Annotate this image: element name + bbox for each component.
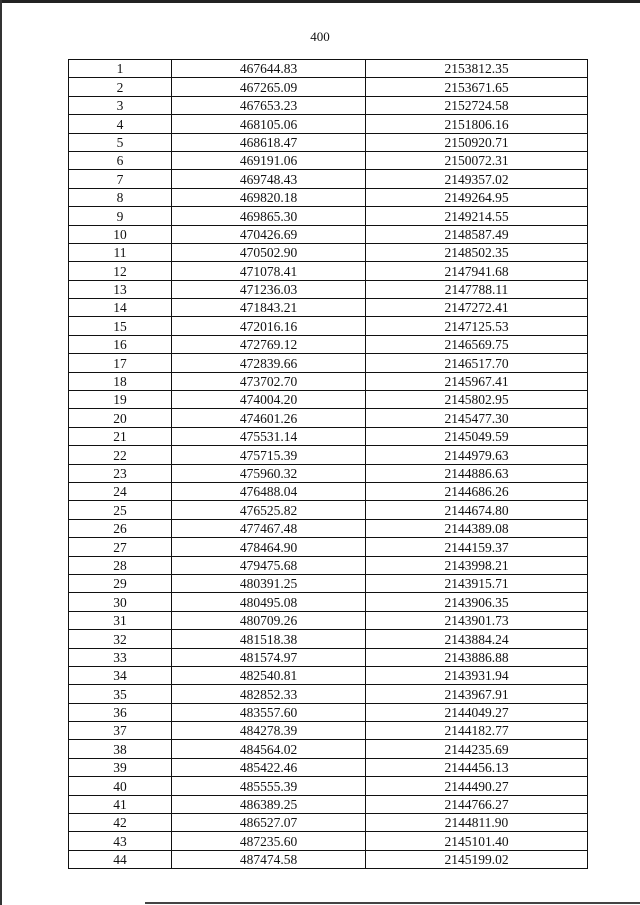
y-coordinate-cell: 2146517.70	[366, 354, 588, 372]
y-coordinate-cell: 2148502.35	[366, 243, 588, 261]
point-number-cell: 12	[69, 262, 172, 280]
table-row	[69, 538, 588, 556]
y-coordinate-cell: 2147941.68	[366, 262, 588, 280]
y-coordinate-cell: 2143906.35	[366, 593, 588, 611]
y-coordinate-cell: 2143967.91	[366, 685, 588, 703]
coordinates-table	[68, 59, 588, 869]
y-coordinate-cell: 2146569.75	[366, 335, 588, 353]
x-coordinate-cell: 471236.03	[172, 280, 366, 298]
point-number-cell: 4	[69, 115, 172, 133]
x-coordinate-cell: 485555.39	[172, 777, 366, 795]
y-coordinate-cell: 2143884.24	[366, 630, 588, 648]
x-coordinate-cell: 476525.82	[172, 501, 366, 519]
x-coordinate-cell: 484278.39	[172, 722, 366, 740]
table-row	[69, 96, 588, 114]
point-number-cell: 35	[69, 685, 172, 703]
y-coordinate-cell: 2145967.41	[366, 372, 588, 390]
point-number-cell: 33	[69, 648, 172, 666]
table-row	[69, 133, 588, 151]
table-row	[69, 151, 588, 169]
point-number-cell: 22	[69, 446, 172, 464]
point-number-cell: 40	[69, 777, 172, 795]
table-row	[69, 703, 588, 721]
point-number-cell: 34	[69, 666, 172, 684]
table-row	[69, 354, 588, 372]
point-number-cell: 13	[69, 280, 172, 298]
point-number-cell: 17	[69, 354, 172, 372]
x-coordinate-cell: 469820.18	[172, 188, 366, 206]
x-coordinate-cell: 486389.25	[172, 795, 366, 813]
point-number-cell: 5	[69, 133, 172, 151]
point-number-cell: 42	[69, 814, 172, 832]
x-coordinate-cell: 480391.25	[172, 574, 366, 592]
y-coordinate-cell: 2153671.65	[366, 78, 588, 96]
point-number-cell: 23	[69, 464, 172, 482]
table-row	[69, 225, 588, 243]
table-row	[69, 170, 588, 188]
x-coordinate-cell: 473702.70	[172, 372, 366, 390]
table-row	[69, 501, 588, 519]
x-coordinate-cell: 467653.23	[172, 96, 366, 114]
x-coordinate-cell: 485422.46	[172, 758, 366, 776]
x-coordinate-cell: 471078.41	[172, 262, 366, 280]
x-coordinate-cell: 487235.60	[172, 832, 366, 850]
point-number-cell: 24	[69, 482, 172, 500]
point-number-cell: 8	[69, 188, 172, 206]
x-coordinate-cell: 486527.07	[172, 814, 366, 832]
x-coordinate-cell: 482540.81	[172, 666, 366, 684]
x-coordinate-cell: 470426.69	[172, 225, 366, 243]
point-number-cell: 2	[69, 78, 172, 96]
point-number-cell: 14	[69, 299, 172, 317]
x-coordinate-cell: 472839.66	[172, 354, 366, 372]
table-row	[69, 335, 588, 353]
table-row	[69, 372, 588, 390]
y-coordinate-cell: 2143998.21	[366, 556, 588, 574]
point-number-cell: 16	[69, 335, 172, 353]
point-number-cell: 3	[69, 96, 172, 114]
point-number-cell: 11	[69, 243, 172, 261]
x-coordinate-cell: 477467.48	[172, 519, 366, 537]
y-coordinate-cell: 2144182.77	[366, 722, 588, 740]
table-row	[69, 574, 588, 592]
table-row	[69, 777, 588, 795]
table-row	[69, 299, 588, 317]
y-coordinate-cell: 2147125.53	[366, 317, 588, 335]
x-coordinate-cell: 467644.83	[172, 60, 366, 78]
table-row	[69, 60, 588, 78]
x-coordinate-cell: 468105.06	[172, 115, 366, 133]
y-coordinate-cell: 2143901.73	[366, 611, 588, 629]
y-coordinate-cell: 2144235.69	[366, 740, 588, 758]
point-number-cell: 29	[69, 574, 172, 592]
table-row	[69, 115, 588, 133]
point-number-cell: 27	[69, 538, 172, 556]
point-number-cell: 28	[69, 556, 172, 574]
y-coordinate-cell: 2144389.08	[366, 519, 588, 537]
y-coordinate-cell: 2153812.35	[366, 60, 588, 78]
page-number: 400	[310, 29, 330, 44]
point-number-cell: 30	[69, 593, 172, 611]
table-row	[69, 391, 588, 409]
y-coordinate-cell: 2151806.16	[366, 115, 588, 133]
y-coordinate-cell: 2144686.26	[366, 482, 588, 500]
table-row	[69, 630, 588, 648]
y-coordinate-cell: 2144674.80	[366, 501, 588, 519]
x-coordinate-cell: 480709.26	[172, 611, 366, 629]
y-coordinate-cell: 2144979.63	[366, 446, 588, 464]
x-coordinate-cell: 472769.12	[172, 335, 366, 353]
point-number-cell: 10	[69, 225, 172, 243]
table-row	[69, 685, 588, 703]
y-coordinate-cell: 2147272.41	[366, 299, 588, 317]
table-row	[69, 188, 588, 206]
table-row	[69, 611, 588, 629]
point-number-cell: 20	[69, 409, 172, 427]
y-coordinate-cell: 2149264.95	[366, 188, 588, 206]
point-number-cell: 1	[69, 60, 172, 78]
y-coordinate-cell: 2144159.37	[366, 538, 588, 556]
table-row	[69, 648, 588, 666]
y-coordinate-cell: 2144456.13	[366, 758, 588, 776]
x-coordinate-cell: 469748.43	[172, 170, 366, 188]
table-row	[69, 243, 588, 261]
point-number-cell: 43	[69, 832, 172, 850]
x-coordinate-cell: 475531.14	[172, 427, 366, 445]
table-row	[69, 464, 588, 482]
table-row	[69, 832, 588, 850]
table-row	[69, 427, 588, 445]
point-number-cell: 44	[69, 850, 172, 868]
table-row	[69, 519, 588, 537]
table-row	[69, 482, 588, 500]
point-number-cell: 39	[69, 758, 172, 776]
y-coordinate-cell: 2144811.90	[366, 814, 588, 832]
table-row	[69, 814, 588, 832]
x-coordinate-cell: 482852.33	[172, 685, 366, 703]
y-coordinate-cell: 2144886.63	[366, 464, 588, 482]
x-coordinate-cell: 471843.21	[172, 299, 366, 317]
x-coordinate-cell: 474004.20	[172, 391, 366, 409]
point-number-cell: 37	[69, 722, 172, 740]
x-coordinate-cell: 472016.16	[172, 317, 366, 335]
x-coordinate-cell: 475715.39	[172, 446, 366, 464]
x-coordinate-cell: 481518.38	[172, 630, 366, 648]
x-coordinate-cell: 481574.97	[172, 648, 366, 666]
table-row	[69, 556, 588, 574]
y-coordinate-cell: 2152724.58	[366, 96, 588, 114]
point-number-cell: 18	[69, 372, 172, 390]
point-number-cell: 26	[69, 519, 172, 537]
y-coordinate-cell: 2143915.71	[366, 574, 588, 592]
point-number-cell: 38	[69, 740, 172, 758]
table-row	[69, 409, 588, 427]
y-coordinate-cell: 2145101.40	[366, 832, 588, 850]
table-row	[69, 722, 588, 740]
point-number-cell: 9	[69, 207, 172, 225]
y-coordinate-cell: 2144049.27	[366, 703, 588, 721]
table-row	[69, 78, 588, 96]
table-row	[69, 850, 588, 868]
table-row	[69, 317, 588, 335]
x-coordinate-cell: 483557.60	[172, 703, 366, 721]
point-number-cell: 36	[69, 703, 172, 721]
table-row	[69, 758, 588, 776]
scan-edge-left	[0, 0, 2, 905]
point-number-cell: 41	[69, 795, 172, 813]
y-coordinate-cell: 2145477.30	[366, 409, 588, 427]
x-coordinate-cell: 475960.32	[172, 464, 366, 482]
table-row	[69, 207, 588, 225]
y-coordinate-cell: 2145802.95	[366, 391, 588, 409]
y-coordinate-cell: 2145049.59	[366, 427, 588, 445]
table-row	[69, 446, 588, 464]
y-coordinate-cell: 2150072.31	[366, 151, 588, 169]
y-coordinate-cell: 2149214.55	[366, 207, 588, 225]
x-coordinate-cell: 480495.08	[172, 593, 366, 611]
point-number-cell: 19	[69, 391, 172, 409]
scan-edge-top	[0, 0, 640, 3]
table-row	[69, 262, 588, 280]
x-coordinate-cell: 468618.47	[172, 133, 366, 151]
y-coordinate-cell: 2145199.02	[366, 850, 588, 868]
point-number-cell: 7	[69, 170, 172, 188]
x-coordinate-cell: 476488.04	[172, 482, 366, 500]
table-row	[69, 740, 588, 758]
y-coordinate-cell: 2144490.27	[366, 777, 588, 795]
y-coordinate-cell: 2143886.88	[366, 648, 588, 666]
point-number-cell: 25	[69, 501, 172, 519]
x-coordinate-cell: 470502.90	[172, 243, 366, 261]
table-row	[69, 795, 588, 813]
scan-edge-bottom	[145, 902, 640, 904]
x-coordinate-cell: 479475.68	[172, 556, 366, 574]
y-coordinate-cell: 2144766.27	[366, 795, 588, 813]
x-coordinate-cell: 469865.30	[172, 207, 366, 225]
x-coordinate-cell: 484564.02	[172, 740, 366, 758]
x-coordinate-cell: 469191.06	[172, 151, 366, 169]
table-row	[69, 666, 588, 684]
coordinates-table-body	[69, 60, 588, 869]
y-coordinate-cell: 2147788.11	[366, 280, 588, 298]
y-coordinate-cell: 2149357.02	[366, 170, 588, 188]
y-coordinate-cell: 2148587.49	[366, 225, 588, 243]
table-row	[69, 280, 588, 298]
x-coordinate-cell: 467265.09	[172, 78, 366, 96]
y-coordinate-cell: 2143931.94	[366, 666, 588, 684]
y-coordinate-cell: 2150920.71	[366, 133, 588, 151]
point-number-cell: 15	[69, 317, 172, 335]
point-number-cell: 21	[69, 427, 172, 445]
table-row	[69, 593, 588, 611]
x-coordinate-cell: 478464.90	[172, 538, 366, 556]
point-number-cell: 6	[69, 151, 172, 169]
x-coordinate-cell: 487474.58	[172, 850, 366, 868]
x-coordinate-cell: 474601.26	[172, 409, 366, 427]
point-number-cell: 31	[69, 611, 172, 629]
point-number-cell: 32	[69, 630, 172, 648]
